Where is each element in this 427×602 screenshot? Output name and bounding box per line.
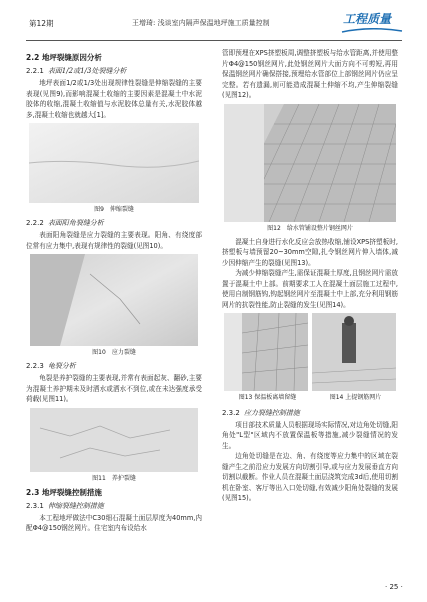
subsection-title: 表面1/2或1/3处裂缝分析 [47,67,127,75]
right-column [222,48,398,504]
section-heading-2-2: 2.2 地坪裂缝原因分析 [26,53,102,62]
figure-title: 保温板离墙留缝 [254,394,297,401]
stress-crack-image [30,254,198,346]
paragraph-2-2-3: 龟裂是养护裂缝的主要表现,并常有表面起灰、翻砂,主要为混凝土养护期未及时洒水或洒水不到位,或在未达强度承受荷载(见图11)。 [26,374,202,403]
figure-title: 给水管铺设整片钢丝网片 [286,224,353,232]
figure-13-caption [239,393,297,404]
paragraph-2-3-2-b: 边角处切缝是在边、角、有绕度等应力集中的区域在裂缝产生之前沿应力发展方向切割引导,或与应力发展垂直方向切割以截断。作业人员在混凝土面层浇筑完成3d后,使用切割机在卧室、客厅等出入口处切缝,有效减少阳角处裂缝的发展(见图15)。 [222,452,398,502]
paragraph-2-3-2-a: 项目部技术质量人员根据现场实际情况,对边角处切缝,阳角处"L型"区域内不放置保温板等措施,减少裂缝情况的发生。 [222,420,398,450]
figure-12-caption [222,224,398,233]
issue-number: 第12期 [29,19,54,28]
figure-number: 图14 [329,394,344,401]
paragraph-xps-gap: 混凝土自身进行水化反应会放热收缩,铺设XPS挤塑板时,挤塑板与墙预留20~30mm空隙,扎令钢丝网片伸入墙体,减少因伸缩产生的裂缝(见图13)。 [222,237,398,267]
subsection-title: 表面阳角裂缝分析 [47,219,104,227]
paragraph-mesh-lift: 为减少伸缩裂缝产生,需保证混凝土厚度,且钢丝网片需放置于混凝土中上部。前期要求工人在混凝土面层施工过程中,使用自制钢筋钩,钩起钢丝网片至混凝土中上部,充分利用钢筋网片的抗裂性能,防止裂缝的发生(见图14)。 [222,269,398,309]
subsection-title: 龟裂分析 [47,362,76,370]
water-pipe-mesh-image [224,104,396,222]
figure-number: 图12 [267,224,281,232]
figure-number: 图10 [92,349,106,356]
subsection-number: 2.2.1 [26,67,44,75]
paragraph-2-2-1: 地坪表面1/2或1/3处出现规律性裂缝是伸缩裂缝的主要表现(见图9),而影响混凝土收缩的主要因素是混凝土中水泥胶体的收缩,混凝土收缩值与水泥胶体总量有关,水泥胶体越多,混凝土收缩也就越大[1]。 [26,79,202,119]
subsection-heading-2-2-2 [26,218,202,229]
figure-9-photo [29,123,199,203]
figure-11-photo [30,408,198,472]
figure-title: 养护裂缝 [111,474,136,482]
figures-13-14-photos [224,313,396,391]
subsection-title: 伸缩裂缝控制措施 [47,501,104,510]
journal-logo-text: 工程质量 [343,12,392,26]
figure-11-caption [26,474,202,483]
subsection-number: 2.2.3 [26,362,44,370]
paragraph-2-3-1: 本工程地坪做法中C30细石混凝土面层厚度为40mm,内配Φ4@150钢丝网片。住宅室内布设给水 [26,513,202,532]
figure-9-caption [26,205,202,214]
paragraph-2-2-2: 表面阳角裂缝是应力裂缝的主要表现。阳角、有绕度部位常有应力集中,表现有规律性的裂缝(见图10)。 [26,231,202,250]
subsection-title: 应力裂缝控制措施 [243,408,300,417]
running-title: 王增琦: 浅谈室内隔声保温地坪施工质量控制 [132,19,270,27]
shrinkage-crack-image [29,123,199,203]
paragraph-continued: 管即预埋在XPS挤塑板周,调整挤塑板与给水管距离,并使用整片Φ4@150钢丝网片,此处钢丝网片大面方向不可剪短,再用保温钢丝网片确保搭接,预埋给水管部位上部钢丝网片仍应呈完整。若有遗漏,则可能造成混凝土伸缩不均,产生伸缩裂缝(见图12)。 [222,49,398,99]
figure-10-photo [30,254,198,346]
page-header [0,0,427,40]
subsection-number: 2.3.1 [26,501,44,510]
figure-10-caption [26,348,202,357]
figure-title: 上提钢筋网片 [345,394,382,401]
curing-crack-image [30,408,198,472]
subsection-heading-2-2-3 [26,361,202,372]
figure-12-photo [224,104,396,222]
header-rule [26,40,402,41]
subsection-number: 2.3.2 [222,408,240,417]
section-heading-2-3: 2.3 地坪裂缝控制措施 [26,487,102,497]
figure-title: 伸缩裂缝 [109,206,134,213]
subsection-heading-2-3-1 [26,501,202,512]
left-column [26,48,202,534]
subsection-heading-2-2-1 [26,66,202,77]
subsection-number: 2.2.2 [26,219,44,227]
subsection-heading-2-3-2 [222,408,398,419]
figure-number: 图11 [92,474,106,482]
page-number: · 25 · [385,583,403,591]
insulation-gap-and-mesh-lift-images [224,313,396,391]
figure-title: 应力裂缝 [111,349,136,356]
logo-swoosh-icon [340,28,404,34]
figure-14-caption [330,393,382,404]
figure-number: 图9 [94,206,104,213]
figure-number: 图13 [238,394,253,401]
figures-13-14-captions [222,393,398,404]
